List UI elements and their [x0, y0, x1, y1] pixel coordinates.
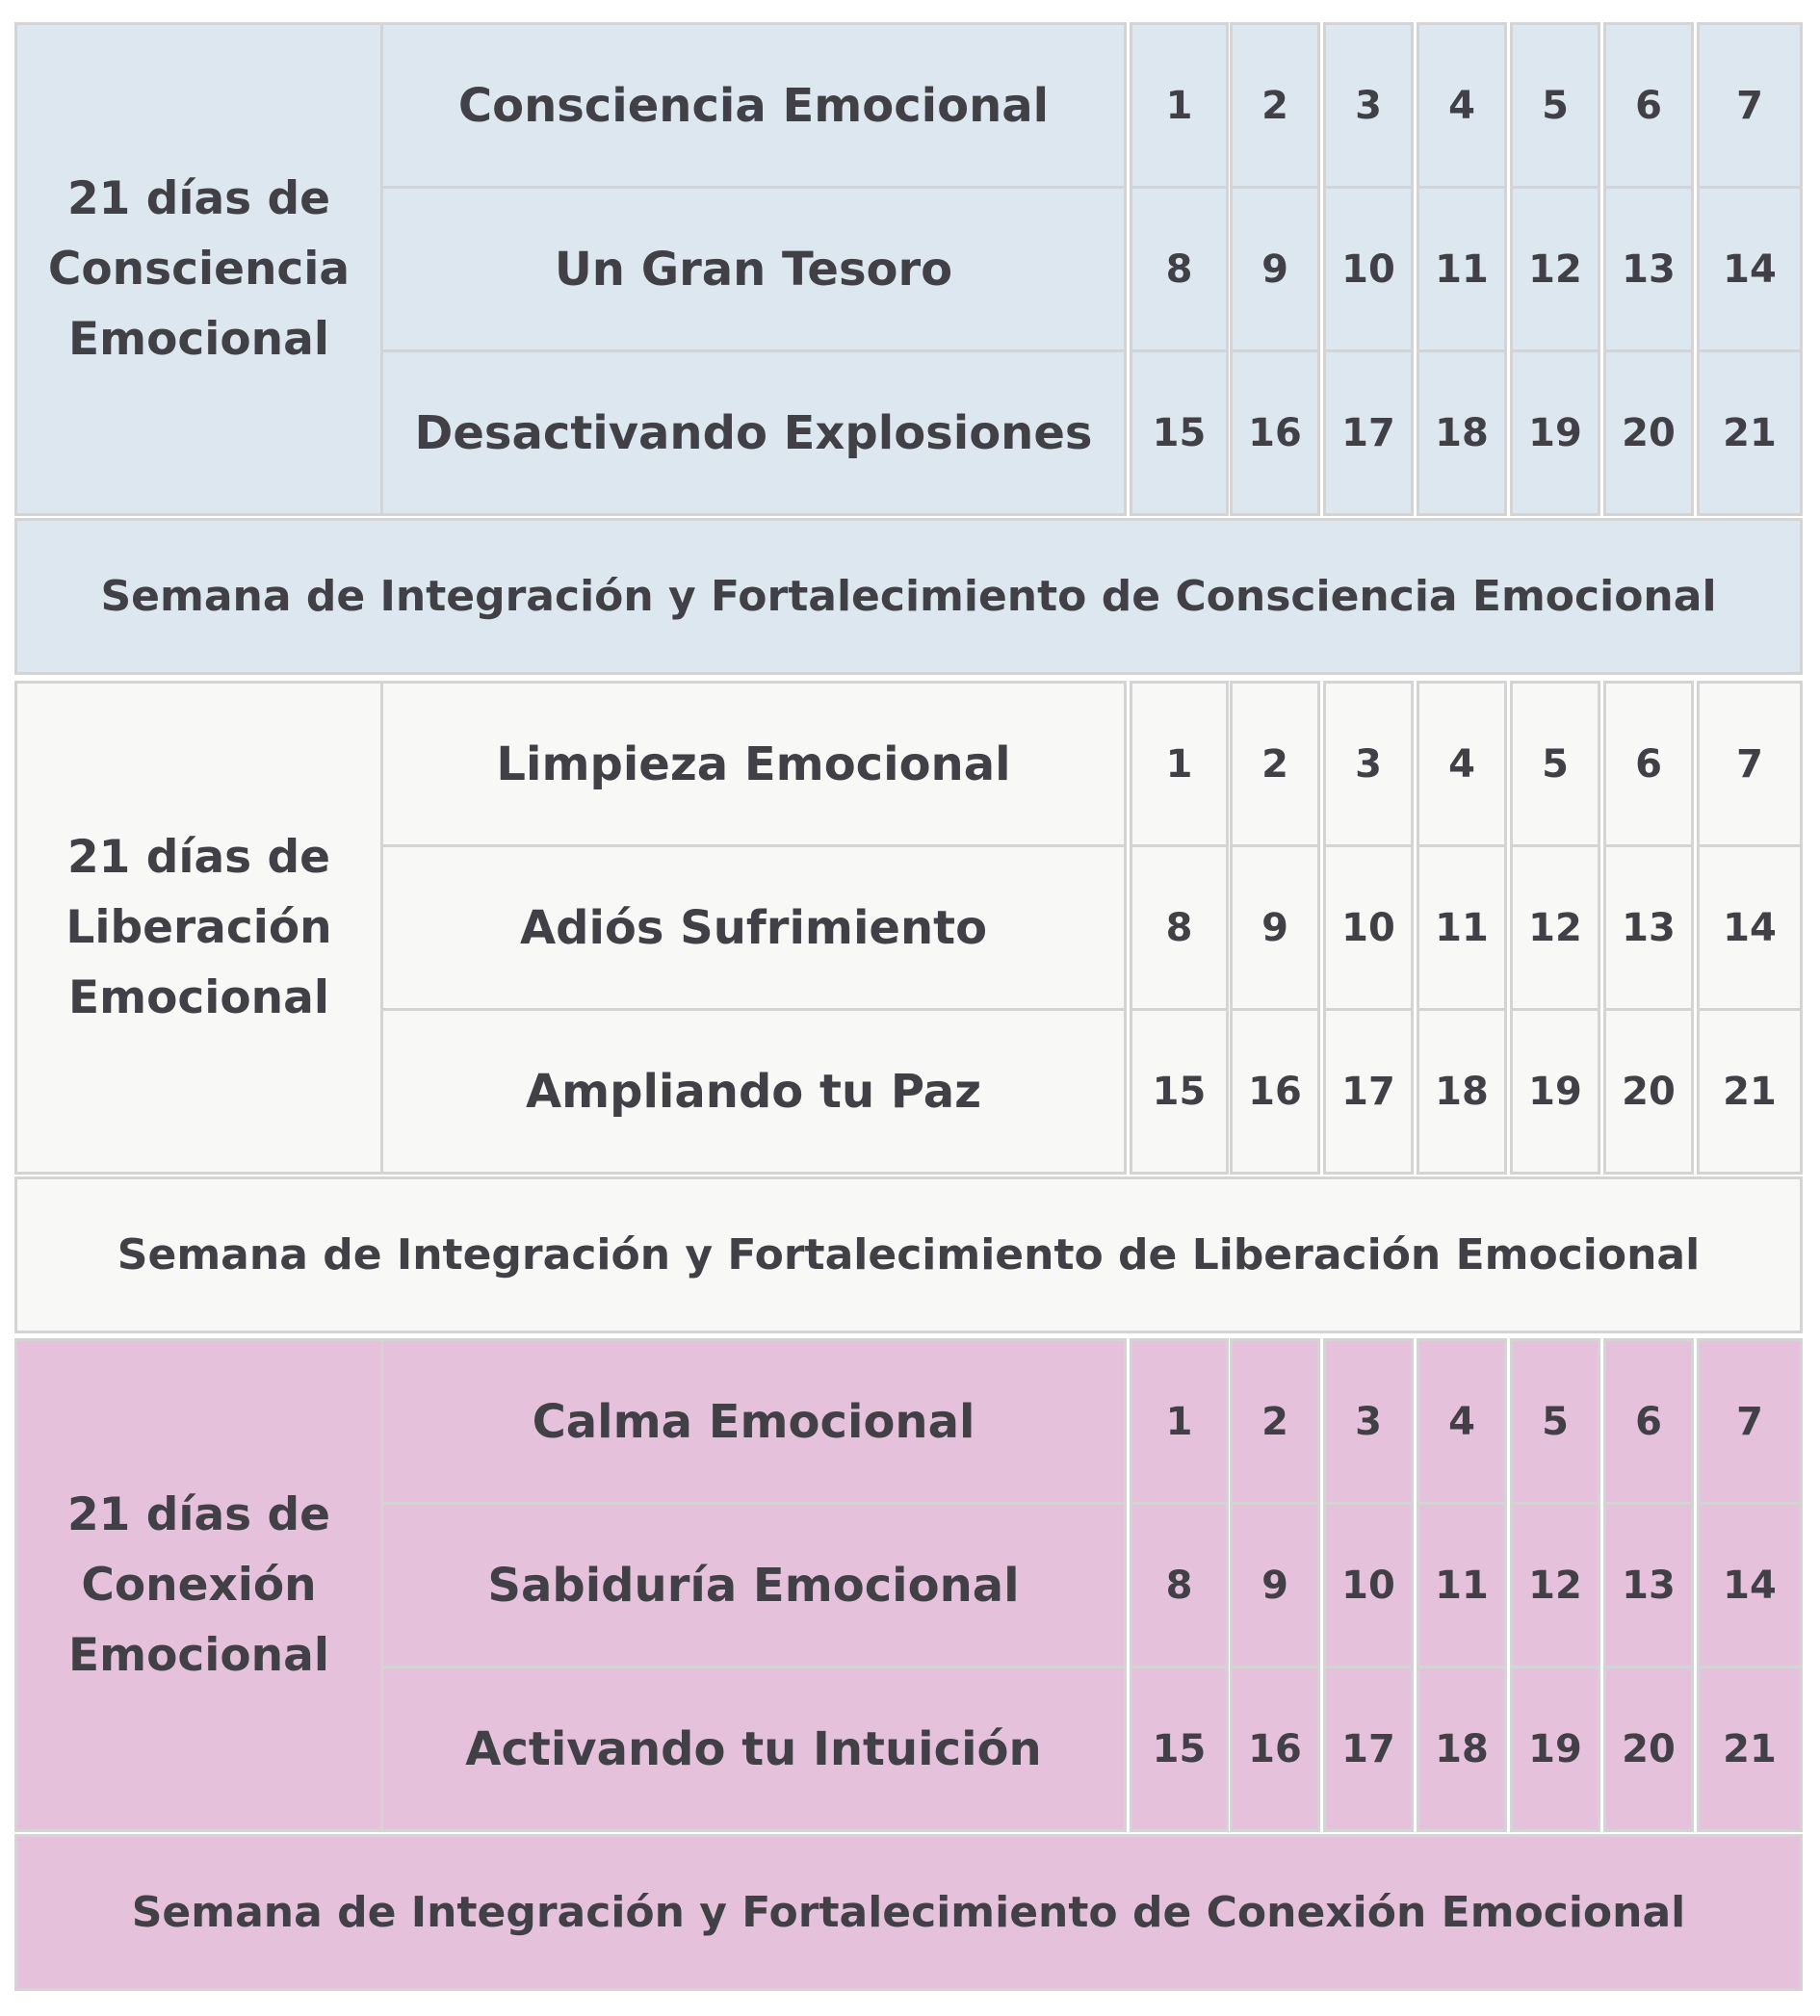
day-cell: 4	[1417, 1338, 1507, 1505]
day-cell: 16	[1230, 349, 1320, 516]
day-cell: 4	[1417, 22, 1507, 189]
day-cell: 1	[1130, 1338, 1229, 1505]
day-cell: 20	[1603, 1666, 1694, 1832]
day-cell: 19	[1510, 1666, 1600, 1832]
day-cell: 9	[1230, 1502, 1320, 1668]
section-title: 21 días de Liberación Emocional	[14, 681, 383, 1175]
day-cell: 21	[1697, 349, 1803, 516]
day-cell: 11	[1417, 844, 1507, 1011]
day-cell: 7	[1697, 681, 1803, 847]
day-cell: 16	[1230, 1666, 1320, 1832]
day-cell: 18	[1417, 1008, 1507, 1175]
day-cell: 15	[1130, 1666, 1229, 1832]
day-cell: 5	[1510, 22, 1600, 189]
day-cell: 6	[1603, 681, 1694, 847]
day-cell: 7	[1697, 22, 1803, 189]
day-cell: 8	[1130, 186, 1229, 352]
day-cell: 18	[1417, 349, 1507, 516]
day-cell: 7	[1697, 1338, 1803, 1505]
week-name: Limpieza Emocional	[380, 681, 1127, 847]
integration-week-summary: Semana de Integración y Fortalecimiento de Conexión Emocional	[14, 1834, 1803, 1991]
day-cell: 9	[1230, 844, 1320, 1011]
day-cell: 16	[1230, 1008, 1320, 1175]
day-cell: 13	[1603, 1502, 1694, 1668]
day-cell: 12	[1510, 186, 1600, 352]
day-cell: 6	[1603, 1338, 1694, 1505]
section-title: 21 días de Consciencia Emocional	[14, 22, 383, 516]
week-name: Adiós Sufrimiento	[380, 844, 1127, 1011]
day-cell: 9	[1230, 186, 1320, 352]
day-cell: 13	[1603, 186, 1694, 352]
day-cell: 14	[1697, 844, 1803, 1011]
day-cell: 3	[1323, 1338, 1414, 1505]
day-cell: 13	[1603, 844, 1694, 1011]
week-name: Consciencia Emocional	[380, 22, 1127, 189]
day-cell: 10	[1323, 186, 1414, 352]
week-name: Ampliando tu Paz	[380, 1008, 1127, 1175]
day-cell: 5	[1510, 681, 1600, 847]
day-cell: 3	[1323, 681, 1414, 847]
day-cell: 21	[1697, 1666, 1803, 1832]
day-cell: 10	[1323, 1502, 1414, 1668]
week-name: Sabiduría Emocional	[380, 1502, 1127, 1668]
day-cell: 21	[1697, 1008, 1803, 1175]
week-name: Un Gran Tesoro	[380, 186, 1127, 352]
day-cell: 18	[1417, 1666, 1507, 1832]
day-cell: 12	[1510, 844, 1600, 1011]
day-cell: 3	[1323, 22, 1414, 189]
week-name: Desactivando Explosiones	[380, 349, 1127, 516]
week-name: Calma Emocional	[380, 1338, 1127, 1505]
day-cell: 17	[1323, 349, 1414, 516]
day-cell: 17	[1323, 1008, 1414, 1175]
day-cell: 8	[1130, 1502, 1229, 1668]
day-cell: 1	[1130, 681, 1229, 847]
day-cell: 10	[1323, 844, 1414, 1011]
day-cell: 2	[1230, 22, 1320, 189]
day-cell: 2	[1230, 681, 1320, 847]
integration-week-summary: Semana de Integración y Fortalecimiento de Consciencia Emocional	[14, 518, 1803, 675]
day-cell: 11	[1417, 1502, 1507, 1668]
day-cell: 14	[1697, 186, 1803, 352]
integration-week-summary: Semana de Integración y Fortalecimiento de Liberación Emocional	[14, 1176, 1803, 1333]
day-cell: 20	[1603, 1008, 1694, 1175]
week-name: Activando tu Intuición	[380, 1666, 1127, 1832]
day-cell: 17	[1323, 1666, 1414, 1832]
day-cell: 1	[1130, 22, 1229, 189]
day-cell: 5	[1510, 1338, 1600, 1505]
day-cell: 14	[1697, 1502, 1803, 1668]
day-cell: 8	[1130, 844, 1229, 1011]
day-cell: 15	[1130, 1008, 1229, 1175]
day-cell: 15	[1130, 349, 1229, 516]
day-cell: 11	[1417, 186, 1507, 352]
day-cell: 6	[1603, 22, 1694, 189]
day-cell: 12	[1510, 1502, 1600, 1668]
day-cell: 4	[1417, 681, 1507, 847]
day-cell: 2	[1230, 1338, 1320, 1505]
section-title: 21 días de Conexión Emocional	[14, 1338, 383, 1832]
day-cell: 19	[1510, 1008, 1600, 1175]
day-cell: 20	[1603, 349, 1694, 516]
day-cell: 19	[1510, 349, 1600, 516]
